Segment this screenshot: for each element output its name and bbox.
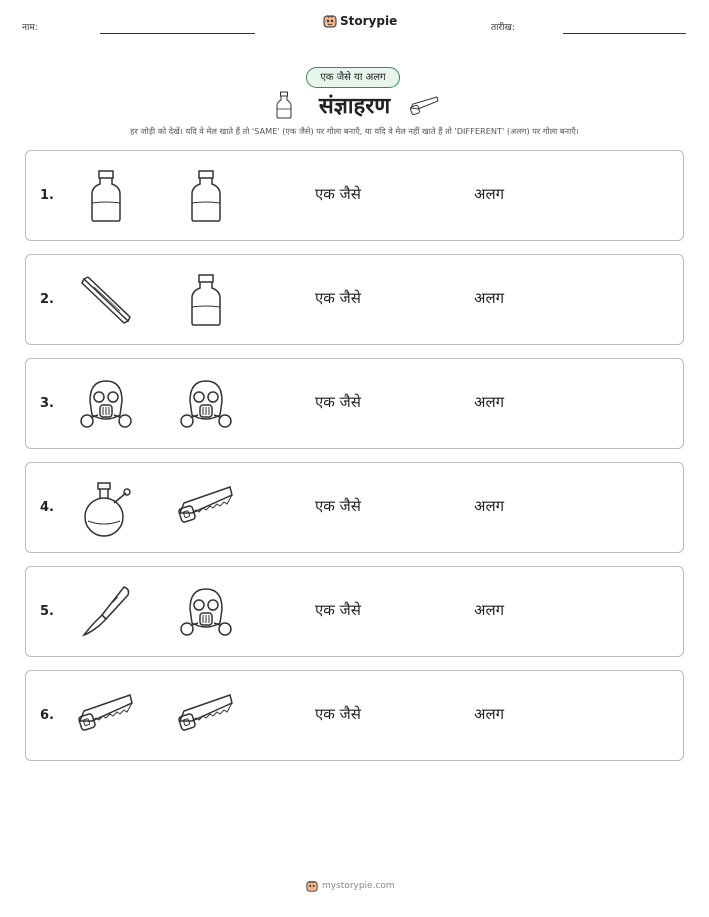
storypie-logo-icon	[323, 14, 337, 28]
saw-icon	[76, 685, 136, 745]
page-title: संज्ञाहरण	[318, 94, 391, 119]
different-option[interactable]: अलग	[474, 497, 505, 515]
question-number: 3.	[40, 396, 54, 411]
saw-icon	[176, 685, 236, 745]
question-row	[25, 150, 684, 241]
same-option[interactable]: एक जैसे	[315, 185, 361, 203]
same-option[interactable]: एक जैसे	[315, 393, 361, 411]
name-line[interactable]	[100, 33, 255, 34]
question-row	[25, 462, 684, 553]
storypie-logo-icon	[306, 880, 318, 892]
question-number: 2.	[40, 292, 54, 307]
question-number: 6.	[40, 708, 54, 723]
question-number: 5.	[40, 604, 54, 619]
question-row	[25, 358, 684, 449]
instructions: हर जोड़ी को देखें। यदि वे मेल खाते हैं तो 'SAME' (एक जैसे) पर गोला बनाएँ, या यदि वे मेल नहीं खाते हैं तो 'DIFFERENT' (अलग) पर गोला बनाएँ।	[130, 126, 579, 136]
bottle-icon	[176, 165, 236, 225]
question-number: 4.	[40, 500, 54, 515]
date-label: तारीख:	[491, 23, 515, 33]
different-option[interactable]: अलग	[474, 705, 505, 723]
gas-mask-icon	[76, 373, 136, 433]
question-row	[25, 670, 684, 761]
brand	[323, 14, 397, 28]
bottle-icon	[76, 165, 136, 225]
footer	[306, 880, 395, 892]
name-label: नाम:	[22, 23, 38, 33]
different-option[interactable]: अलग	[474, 601, 505, 619]
same-option[interactable]: एक जैसे	[315, 705, 361, 723]
tweezers-icon	[76, 269, 136, 329]
same-option[interactable]: एक जैसे	[315, 289, 361, 307]
same-option[interactable]: एक जैसे	[315, 601, 361, 619]
bottle-icon	[176, 269, 236, 329]
scalpel-icon	[76, 581, 136, 641]
worksheet-type-badge: एक जैसे या अलग	[306, 67, 400, 88]
date-line[interactable]	[563, 33, 686, 34]
different-option[interactable]: अलग	[474, 185, 505, 203]
brand-name: Storypie	[340, 14, 398, 28]
flask-icon	[76, 477, 136, 537]
different-option[interactable]: अलग	[474, 289, 505, 307]
different-option[interactable]: अलग	[474, 393, 505, 411]
saw-icon	[410, 96, 440, 116]
question-number: 1.	[40, 188, 54, 203]
same-option[interactable]: एक जैसे	[315, 497, 361, 515]
question-row	[25, 566, 684, 657]
gas-mask-icon	[176, 581, 236, 641]
question-row	[25, 254, 684, 345]
saw-icon	[176, 477, 236, 537]
gas-mask-icon	[176, 373, 236, 433]
footer-url[interactable]: mystorypie.com	[322, 881, 395, 891]
